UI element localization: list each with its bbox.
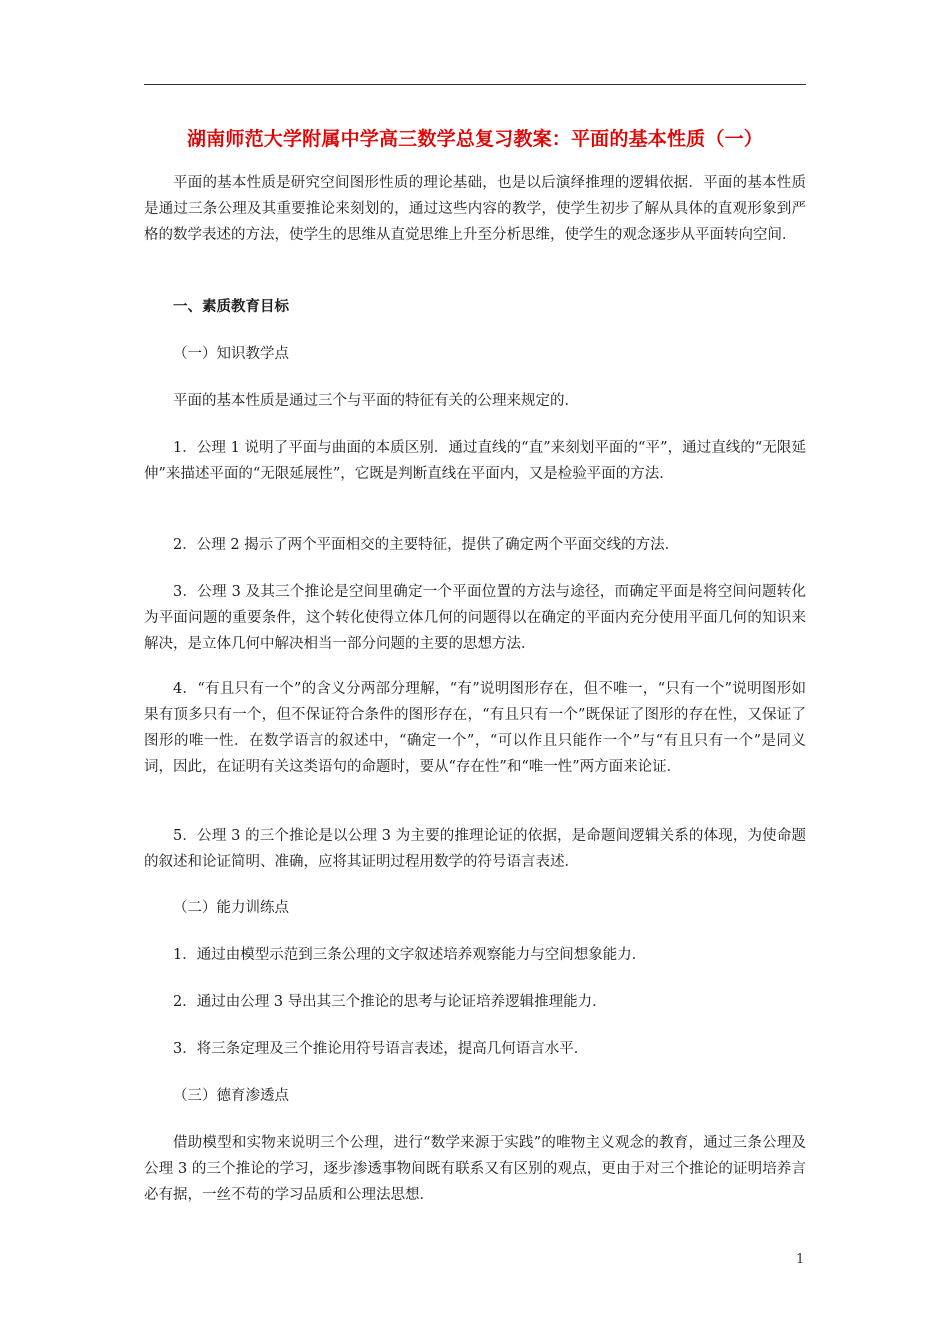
knowledge-item-4: 4．“有且只有一个”的含义分两部分理解，“有”说明图形存在，但不唯一，“只有一个”说明图形如果有顶多只有一个，但不保证符合条件的图形存在，“有且只有一个”既保证了图形的存在性，又保证了图形的唯一性．在数学语言的叙述中，“确定一个”，“可以作且只能作一个”与“有且只有一个”是同义词，因此，在证明有关这类语句的命题时，要从“存在性”和“唯一性”两方面来论证． — [144, 681, 806, 775]
ability-item-3: 3．将三条定理及三个推论用符号语言表述，提高几何语言水平． — [173, 1041, 589, 1057]
ability-item-1: 1．通过由模型示范到三条公理的文字叙述培养观察能力与空间想象能力． — [173, 947, 647, 963]
document-title: 湖南师范大学附属中学高三数学总复习教案：平面的基本性质（一） — [186, 128, 763, 150]
section-heading-objectives: 一、素质教育目标 — [173, 298, 289, 315]
knowledge-item-3: 3．公理 3 及其三个推论是空间里确定一个平面位置的方法与途径，而确定平面是将空间问题转化为平面问题的重要条件，这个转化使得立体几何的问题得以在确定的平面内充分使用平面几何的知识来解决，是立体几何中解决相当一部分问题的主要的思想方法． — [144, 584, 806, 652]
page-number: 1 — [796, 1252, 805, 1267]
subheading-moral: （三）德育渗透点 — [173, 1088, 289, 1104]
knowledge-item-5: 5．公理 3 的三个推论是以公理 3 为主要的推理论证的依据，是命题间逻辑关系的体现，为使命题的叙述和论证简明、准确，应将其证明过程用数学的符号语言表述． — [144, 828, 806, 870]
moral-paragraph: 借助模型和实物来说明三个公理，进行“数学来源于实践”的唯物主义观念的教育，通过三条公理及公理 3 的三个推论的学习，逐步渗透事物间既有联系又有区别的观点，更由于对三个推论的证明培养言必有据，一丝不苟的学习品质和公理法思想． — [144, 1135, 806, 1203]
header-rule — [144, 84, 806, 85]
knowledge-intro: 平面的基本性质是通过三个与平面的特征有关的公理来规定的． — [173, 393, 579, 409]
knowledge-item-2: 2．公理 2 揭示了两个平面相交的主要特征，提供了确定两个平面交线的方法． — [173, 537, 680, 553]
ability-item-2: 2．通过由公理 3 导出其三个推论的思考与论证培养逻辑推理能力． — [173, 994, 607, 1010]
knowledge-item-1: 1．公理 1 说明了平面与曲面的本质区别．通过直线的“直”来刻划平面的“平”，通过直线的“无限延伸”来描述平面的“无限延展性”，它既是判断直线在平面内，又是检验平面的方法． — [144, 440, 806, 482]
subheading-knowledge: （一）知识教学点 — [173, 346, 289, 362]
subheading-ability: （二）能力训练点 — [173, 900, 289, 916]
intro-paragraph: 平面的基本性质是研究空间图形性质的理论基础，也是以后演绎推理的逻辑依据．平面的基本性质是通过三条公理及其重要推论来刻划的，通过这些内容的教学，使学生初步了解从具体的直观形象到严格的数学表述的方法，使学生的思维从直觉思维上升至分析思维，使学生的观念逐步从平面转向空间． — [144, 175, 806, 243]
